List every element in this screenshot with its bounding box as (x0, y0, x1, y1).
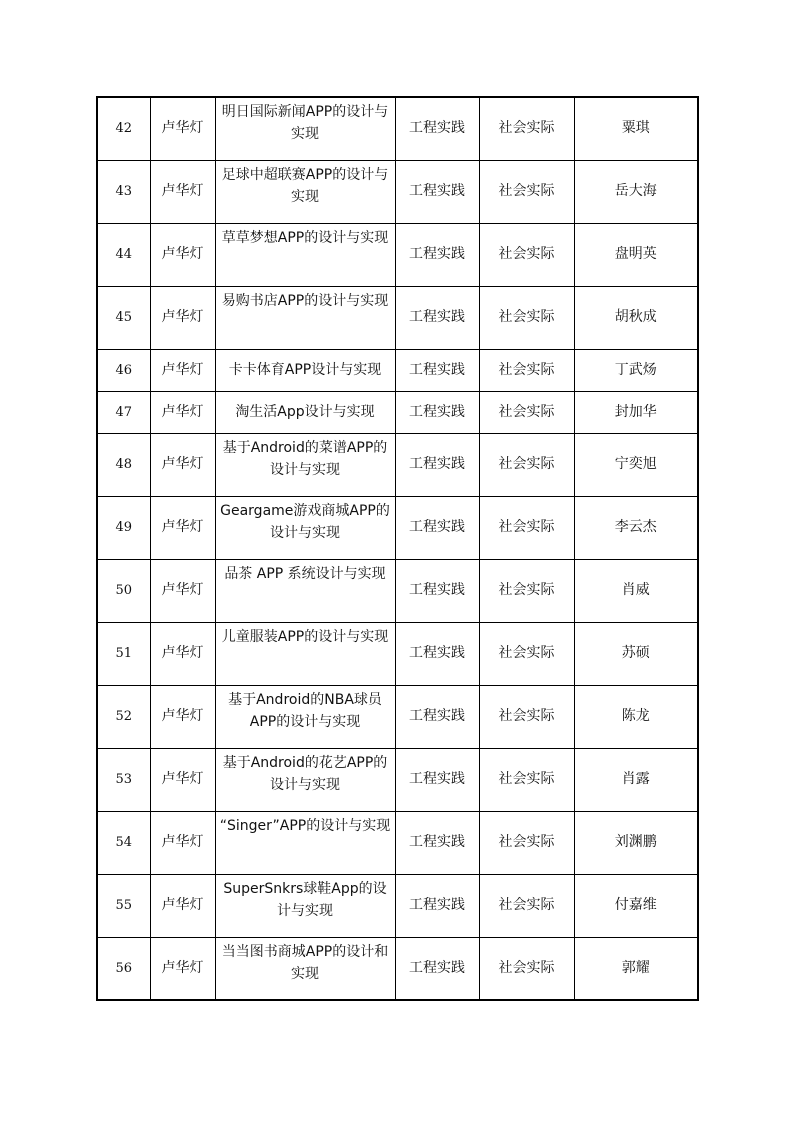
project-source: 社会实际 (479, 433, 574, 496)
project-title: 当当图书商城APP的设计和实现 (215, 937, 395, 1000)
student-name: 付嘉维 (574, 874, 698, 937)
project-source: 社会实际 (479, 391, 574, 433)
student-name: 粟琪 (574, 97, 698, 160)
project-type: 工程实践 (395, 286, 479, 349)
table-row (97, 685, 698, 748)
project-type: 工程实践 (395, 937, 479, 1000)
project-source: 社会实际 (479, 223, 574, 286)
project-source: 社会实际 (479, 349, 574, 391)
project-source: 社会实际 (479, 685, 574, 748)
student-name: 宁奕旭 (574, 433, 698, 496)
row-number: 48 (97, 433, 150, 496)
project-title: 草草梦想APP的设计与实现 (215, 223, 395, 286)
project-title: 基于Android的花艺APP的设计与实现 (215, 748, 395, 811)
advisor-name: 卢华灯 (150, 559, 215, 622)
student-name: 李云杰 (574, 496, 698, 559)
table-row (97, 286, 698, 349)
student-name: 岳大海 (574, 160, 698, 223)
project-title: SuperSnkrs球鞋App的设计与实现 (215, 874, 395, 937)
row-number: 45 (97, 286, 150, 349)
project-title: Geargame游戏商城APP的设计与实现 (215, 496, 395, 559)
table-row (97, 223, 698, 286)
advisor-name: 卢华灯 (150, 97, 215, 160)
table-row (97, 622, 698, 685)
row-number: 54 (97, 811, 150, 874)
project-title: 淘生活App设计与实现 (215, 391, 395, 433)
row-number: 43 (97, 160, 150, 223)
project-source: 社会实际 (479, 286, 574, 349)
project-title: 明日国际新闻APP的设计与实现 (215, 97, 395, 160)
project-source: 社会实际 (479, 559, 574, 622)
table-row (97, 496, 698, 559)
row-number: 53 (97, 748, 150, 811)
project-source: 社会实际 (479, 811, 574, 874)
row-number: 50 (97, 559, 150, 622)
project-title: 足球中超联赛APP的设计与实现 (215, 160, 395, 223)
project-source: 社会实际 (479, 160, 574, 223)
advisor-name: 卢华灯 (150, 391, 215, 433)
project-type: 工程实践 (395, 391, 479, 433)
student-name: 郭耀 (574, 937, 698, 1000)
student-name: 封加华 (574, 391, 698, 433)
row-number: 49 (97, 496, 150, 559)
row-number: 52 (97, 685, 150, 748)
project-source: 社会实际 (479, 874, 574, 937)
advisor-name: 卢华灯 (150, 223, 215, 286)
advisor-name: 卢华灯 (150, 874, 215, 937)
project-title: 基于Android的NBA球员APP的设计与实现 (215, 685, 395, 748)
project-type: 工程实践 (395, 685, 479, 748)
project-title: 卡卡体育APP设计与实现 (215, 349, 395, 391)
project-source: 社会实际 (479, 97, 574, 160)
project-type: 工程实践 (395, 223, 479, 286)
project-title: “Singer”APP的设计与实现 (215, 811, 395, 874)
project-type: 工程实践 (395, 874, 479, 937)
table-row (97, 349, 698, 391)
project-table-body (97, 97, 698, 1000)
project-type: 工程实践 (395, 433, 479, 496)
project-source: 社会实际 (479, 748, 574, 811)
table-row (97, 160, 698, 223)
student-name: 苏硕 (574, 622, 698, 685)
row-number: 55 (97, 874, 150, 937)
project-title: 基于Android的菜谱APP的设计与实现 (215, 433, 395, 496)
project-source: 社会实际 (479, 496, 574, 559)
advisor-name: 卢华灯 (150, 349, 215, 391)
student-name: 胡秋成 (574, 286, 698, 349)
row-number: 47 (97, 391, 150, 433)
project-type: 工程实践 (395, 349, 479, 391)
student-name: 肖威 (574, 559, 698, 622)
table-row (97, 559, 698, 622)
project-source: 社会实际 (479, 622, 574, 685)
student-name: 盘明英 (574, 223, 698, 286)
advisor-name: 卢华灯 (150, 685, 215, 748)
advisor-name: 卢华灯 (150, 160, 215, 223)
student-name: 刘渊鹏 (574, 811, 698, 874)
table-row (97, 874, 698, 937)
project-title: 易购书店APP的设计与实现 (215, 286, 395, 349)
project-type: 工程实践 (395, 622, 479, 685)
project-type: 工程实践 (395, 496, 479, 559)
project-source: 社会实际 (479, 937, 574, 1000)
advisor-name: 卢华灯 (150, 937, 215, 1000)
advisor-name: 卢华灯 (150, 433, 215, 496)
project-type: 工程实践 (395, 559, 479, 622)
table-row (97, 391, 698, 433)
table-row (97, 433, 698, 496)
project-type: 工程实践 (395, 748, 479, 811)
row-number: 42 (97, 97, 150, 160)
project-type: 工程实践 (395, 97, 479, 160)
row-number: 51 (97, 622, 150, 685)
row-number: 44 (97, 223, 150, 286)
project-type: 工程实践 (395, 160, 479, 223)
advisor-name: 卢华灯 (150, 811, 215, 874)
advisor-name: 卢华灯 (150, 748, 215, 811)
table-row (97, 811, 698, 874)
advisor-name: 卢华灯 (150, 286, 215, 349)
student-name: 肖露 (574, 748, 698, 811)
table-row (97, 97, 698, 160)
student-name: 丁武炀 (574, 349, 698, 391)
advisor-name: 卢华灯 (150, 622, 215, 685)
table-row (97, 748, 698, 811)
project-title: 儿童服装APP的设计与实现 (215, 622, 395, 685)
row-number: 56 (97, 937, 150, 1000)
project-title: 品茶 APP 系统设计与实现 (215, 559, 395, 622)
project-table (96, 96, 699, 1001)
table-row (97, 937, 698, 1000)
advisor-name: 卢华灯 (150, 496, 215, 559)
row-number: 46 (97, 349, 150, 391)
project-type: 工程实践 (395, 811, 479, 874)
student-name: 陈龙 (574, 685, 698, 748)
